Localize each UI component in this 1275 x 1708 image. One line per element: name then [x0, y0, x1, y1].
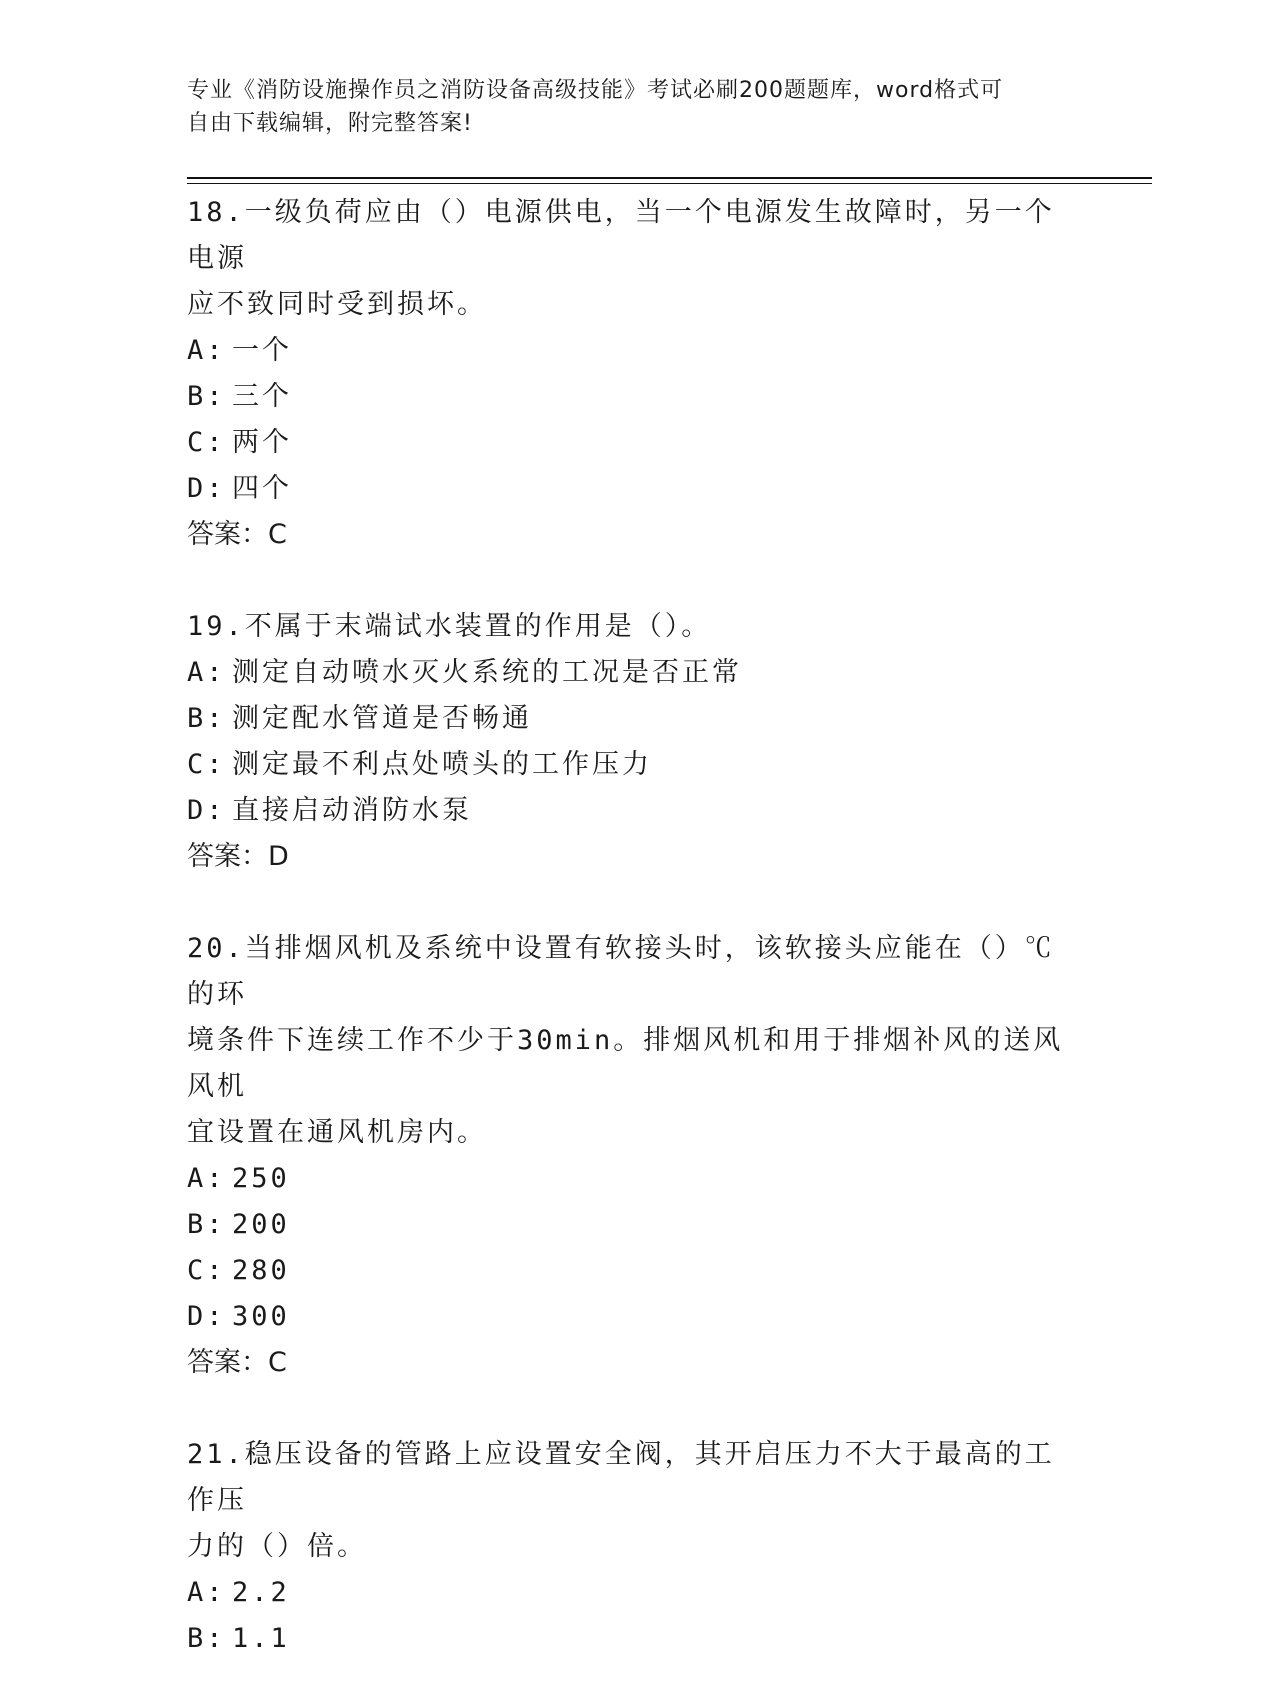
option-letter: D:	[187, 473, 226, 504]
option-b	[187, 696, 1082, 742]
option-text: 三个	[232, 381, 292, 412]
option-text: 2.2	[232, 1577, 290, 1608]
option-text: 300	[232, 1301, 290, 1332]
option-text: 测定配水管道是否畅通	[232, 703, 532, 734]
header-line-1: 专业《消防设施操作员之消防设备高级技能》考试必刷200题题库，word格式可	[187, 78, 1004, 103]
option-letter: A:	[187, 1163, 226, 1194]
option-letter: C:	[187, 749, 226, 780]
header-divider-thick	[187, 177, 1152, 179]
question-18	[187, 190, 1082, 558]
question-text-line: 力的（）倍。	[187, 1531, 367, 1562]
option-text: 1.1	[232, 1623, 290, 1654]
header-divider-thin	[187, 183, 1152, 184]
option-d	[187, 788, 1082, 834]
question-text-line: 18.一级负荷应由（）电源供电，当一个电源发生故障时，另一个电源	[187, 197, 1055, 274]
question-21	[187, 1432, 1082, 1662]
header-line-2: 自由下载编辑，附完整答案!	[187, 111, 473, 136]
option-text: 280	[232, 1255, 290, 1286]
option-d	[187, 466, 1082, 512]
document-header	[187, 74, 1067, 140]
option-letter: B:	[187, 1209, 226, 1240]
option-letter: D:	[187, 1301, 226, 1332]
question-text-line: 19.不属于末端试水装置的作用是（）。	[187, 611, 712, 642]
question-19	[187, 604, 1082, 880]
question-text-line: 宜设置在通风机房内。	[187, 1117, 487, 1148]
option-b	[187, 1202, 1082, 1248]
answer: 答案：C	[187, 519, 287, 550]
option-a	[187, 328, 1082, 374]
option-c	[187, 742, 1082, 788]
question-text-line: 21.稳压设备的管路上应设置安全阀，其开启压力不大于最高的工作压	[187, 1439, 1055, 1516]
option-text: 直接启动消防水泵	[232, 795, 472, 826]
option-d	[187, 1294, 1082, 1340]
option-text: 200	[232, 1209, 290, 1240]
option-text: 250	[232, 1163, 290, 1194]
option-a	[187, 650, 1082, 696]
answer: 答案：C	[187, 1347, 287, 1378]
option-text: 测定自动喷水灭火系统的工况是否正常	[232, 657, 742, 688]
option-letter: C:	[187, 427, 226, 458]
option-b	[187, 374, 1082, 420]
option-text: 两个	[232, 427, 292, 458]
option-letter: B:	[187, 1623, 226, 1654]
option-b	[187, 1616, 1082, 1662]
answer: 答案：D	[187, 841, 289, 872]
option-letter: A:	[187, 335, 226, 366]
option-c	[187, 1248, 1082, 1294]
question-text-line: 20.当排烟风机及系统中设置有软接头时，该软接头应能在（）℃的环	[187, 933, 1055, 1010]
question-list	[187, 190, 1082, 1708]
option-letter: D:	[187, 795, 226, 826]
question-text-line: 应不致同时受到损坏。	[187, 289, 487, 320]
option-letter: C:	[187, 1255, 226, 1286]
option-letter: A:	[187, 1577, 226, 1608]
option-c	[187, 420, 1082, 466]
option-letter: B:	[187, 703, 226, 734]
option-text: 四个	[232, 473, 292, 504]
option-letter: A:	[187, 657, 226, 688]
question-20	[187, 926, 1082, 1386]
option-text: 测定最不利点处喷头的工作压力	[232, 749, 652, 780]
question-text-line: 境条件下连续工作不少于30min。排烟风机和用于排烟补风的送风风机	[187, 1025, 1064, 1102]
option-letter: B:	[187, 381, 226, 412]
option-a	[187, 1156, 1082, 1202]
option-text: 一个	[232, 335, 292, 366]
option-a	[187, 1570, 1082, 1616]
